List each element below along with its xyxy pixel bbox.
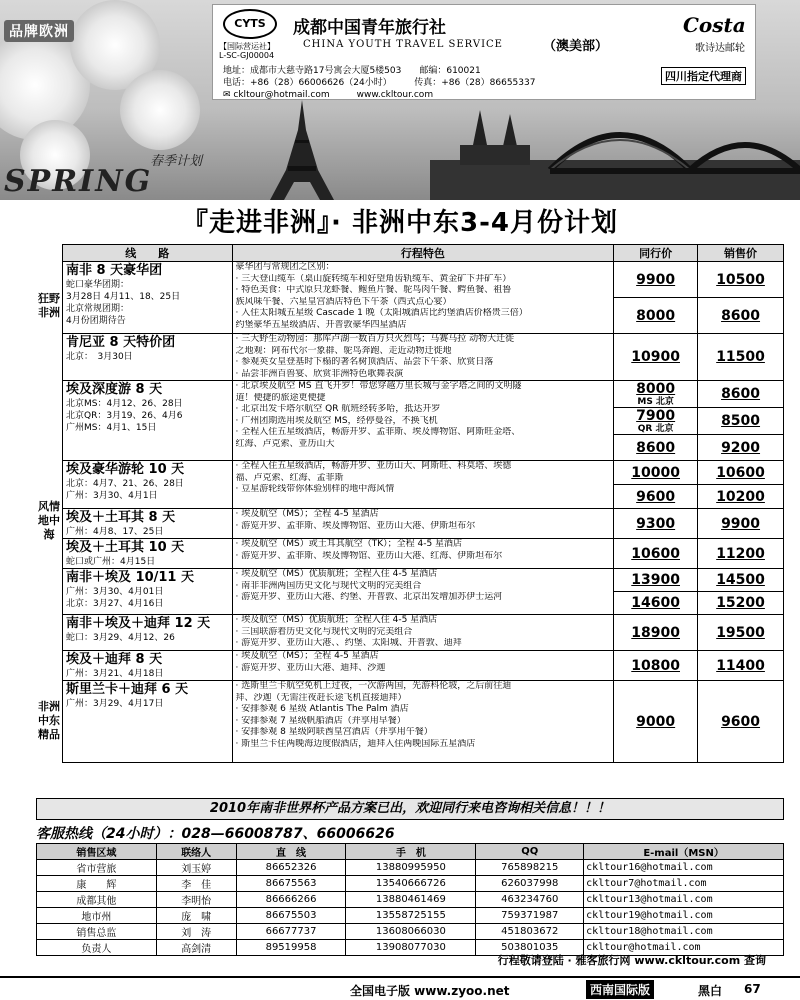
peer-price-value: 10900: [631, 349, 680, 365]
peer-price-value: 10800: [631, 657, 680, 674]
feature-line: · 游览开罗、亚历山大港、迪拜、沙迦: [235, 662, 386, 673]
feature-line: · 选斯里兰卡航空免机上过夜，一次游两国，先游科伦坡，之后前往迪: [235, 681, 512, 691]
route-dates: 北京MS：4月12、26、28日: [66, 399, 183, 409]
route-title: 埃及深度游 8 天: [66, 382, 163, 397]
contact-qq: 451803672: [476, 924, 584, 940]
route-title: 南非＋埃及 10/11 天: [66, 570, 194, 585]
route-dates: 北京： 3月30日: [66, 352, 133, 362]
route-dates: 北京常规团期：: [66, 304, 130, 314]
contact-region: 成都其他: [37, 892, 157, 908]
peer-price-value: 7900: [636, 408, 676, 424]
feature-line: · 北京出发卡塔尔航空 QR 航班经转多哈，抵达开罗: [235, 404, 441, 414]
contact-mobile: 13608066030: [346, 924, 476, 940]
route-row: [63, 569, 784, 592]
feature-line: · 豆星游轮线带你体验别样的地中海风情: [235, 484, 395, 494]
peer-price-value: 9300: [636, 515, 676, 532]
peer-price-value: 8000: [636, 381, 676, 397]
department-label: （澳美部）: [543, 39, 609, 54]
feature-line: 约堡豪华五星级酒店、开普敦豪华四星酒店: [235, 319, 407, 330]
feature-line: · 埃及航空（MS）优质航班；全程入住 4-5 星酒店: [235, 615, 438, 625]
feature-line: 红海、卢克索、亚历山大: [235, 438, 335, 449]
peer-price-value: 8000: [636, 307, 676, 324]
route-title: 埃及＋土耳其 8 天: [66, 510, 176, 525]
peer-price-value: 14600: [631, 595, 680, 611]
feature-line: 道！便捷的旅途更便捷: [235, 392, 326, 403]
contact-email[interactable]: ckltour16@hotmail.com: [584, 860, 784, 876]
peer-price-value: 9000: [636, 713, 676, 730]
contact-table: [36, 843, 784, 956]
feature-cell: [232, 334, 614, 381]
route-cell: [63, 334, 233, 381]
feature-line: · 游览开罗、孟菲斯、埃及博物馆、亚历山大港、伊斯坦布尔: [235, 520, 476, 531]
contact-row: [37, 924, 784, 940]
route-dates: 北京：3月27、4月16日: [66, 599, 164, 609]
agency-info-box: [212, 4, 756, 100]
feature-line: · 广州团期选用埃及航空 MS，经停曼谷，不换飞机: [235, 415, 438, 426]
feature-line: · 埃及航空（MS）；全程 4-5 星酒店: [235, 509, 379, 519]
retail-price-value: 10200: [716, 488, 765, 505]
peer-price: [614, 681, 698, 763]
license-label: 【国际营运社】: [219, 42, 275, 51]
feature-cell: [232, 461, 614, 509]
feature-cell: [232, 615, 614, 651]
phone-line: 电话：+86（28）66006626（24小时） 传真：+86（28）86655337: [223, 78, 536, 88]
route-row: [63, 461, 784, 485]
contact-header-row: [37, 844, 784, 860]
peer-price-value: 10600: [631, 545, 680, 562]
retail-price-value: 14500: [716, 572, 765, 588]
contact-phone: 89519958: [236, 940, 346, 956]
route-title: 埃及豪华游轮 10 天: [66, 462, 185, 477]
retail-price: [698, 435, 784, 461]
feature-line: · 三国联游着历史文化与现代文明的完美组合: [235, 626, 413, 637]
contact-qq: 759371987: [476, 908, 584, 924]
peer-price-value: 13900: [631, 572, 680, 588]
contact-col-mobile: 手 机: [346, 844, 476, 860]
feature-line: · 斯里兰卡住两晚海边度假酒店，迪拜入住两晚国际五星酒店: [235, 738, 476, 749]
retail-price: [698, 298, 784, 334]
contact-phone: 66677737: [236, 924, 346, 940]
feature-cell: [232, 509, 614, 539]
feature-line: 福、卢克索、红海、孟菲斯: [235, 472, 344, 483]
route-cell: [63, 569, 233, 615]
contact-person: 高剑清: [156, 940, 236, 956]
feature-cell: [232, 651, 614, 681]
peer-price-value: 8600: [636, 439, 676, 456]
feature-line: · 品尝非洲百兽宴、欣赏非洲特色歌舞表演: [235, 368, 404, 379]
feature-line: · 南非非洲两国历史文化与现代文明的完美组合: [235, 580, 422, 591]
peer-price: [614, 461, 698, 485]
retail-price-value: 11200: [716, 545, 765, 562]
service-hotline: 客服热线（24小时）：028—66008787、66006626: [36, 826, 395, 842]
contact-email[interactable]: ckltour19@hotmail.com: [584, 908, 784, 924]
feature-cell: [232, 381, 614, 461]
header-banner: [0, 0, 800, 200]
page-footer: [0, 976, 800, 1000]
route-cell: [63, 539, 233, 569]
costa-logo: Costa: [683, 13, 746, 37]
contact-qq: 463234760: [476, 892, 584, 908]
contact-person: 李 佳: [156, 876, 236, 892]
category-mediterranean: 风情地中海: [38, 500, 60, 541]
page-number: 67: [744, 982, 761, 996]
contact-region: 地市州: [37, 908, 157, 924]
category-wild-africa: 狂野非洲: [38, 292, 60, 319]
peer-price-value: 18900: [631, 624, 680, 641]
page-title: 『走进非洲』· 非洲中东3-4月份计划: [182, 208, 618, 238]
route-cell: [63, 615, 233, 651]
contact-email[interactable]: ckltour13@hotmail.com: [584, 892, 784, 908]
agency-name-en: CHINA YOUTH TRAVEL SERVICE: [303, 39, 503, 50]
feature-line: · 埃及航空（MS）；全程 4-5 星酒店: [235, 651, 379, 661]
route-title: 埃及＋迪拜 8 天: [66, 652, 163, 667]
retail-price: [698, 681, 784, 763]
contact-email[interactable]: ckltour@hotmail.com: [584, 940, 784, 956]
peer-price-value: 10000: [631, 464, 680, 481]
column-route: 线 路: [63, 245, 233, 262]
route-table: [62, 244, 784, 763]
route-dates: 蛇口或广州：4月15日: [66, 557, 156, 567]
eiffel-tower-image: [262, 100, 342, 200]
retail-price: [698, 569, 784, 592]
address-line: 地址：成都市大慈寺路17号寓会大厦5楼503 邮编：610021: [223, 66, 481, 76]
contact-person: 庞 啸: [156, 908, 236, 924]
peer-price: [614, 485, 698, 509]
route-cell: [63, 681, 233, 763]
spring-title: SPRING: [4, 164, 153, 199]
table-header-row: [63, 245, 784, 262]
route-row: [63, 381, 784, 408]
retail-price: [698, 509, 784, 539]
contact-region: 销售总监: [37, 924, 157, 940]
spring-plan-label: 春季计划: [150, 154, 203, 169]
contact-mobile: 13540666726: [346, 876, 476, 892]
peer-price: [614, 262, 698, 298]
feature-line: 豪华团与常规团之区别：: [235, 262, 335, 272]
contact-region: 省市营旅: [37, 860, 157, 876]
retail-price-value: 9900: [721, 515, 761, 532]
route-dates: 广州：3月21、4月18日: [66, 669, 164, 679]
feature-line: 之地观：阿布代尔一象群、鸵鸟奔跑、走近动物迁徙地: [235, 345, 452, 356]
route-cell: [63, 651, 233, 681]
feature-line: · 游览开罗、亚历山大港、、约堡、太阳城、开普敦、迪拜: [235, 638, 462, 648]
route-dates: 北京QR：3月19、26、4月6: [66, 411, 183, 421]
peer-price: [614, 651, 698, 681]
peer-price: [614, 509, 698, 539]
retail-price-value: 10600: [716, 464, 765, 481]
peer-price: [614, 435, 698, 461]
route-cell: [63, 461, 233, 509]
retail-price: [698, 334, 784, 381]
retail-price-value: 10500: [716, 271, 765, 288]
retail-price-value: 9600: [721, 713, 761, 730]
peer-price-note: MS 北京: [637, 397, 674, 407]
retail-price: [698, 461, 784, 485]
peer-price: [614, 615, 698, 651]
agent-badge: 四川指定代理商: [661, 67, 746, 85]
retail-price-value: 19500: [716, 624, 765, 641]
contact-col-person: 联络人: [156, 844, 236, 860]
retail-price: [698, 615, 784, 651]
peer-price: [614, 298, 698, 334]
peer-price-value: 9900: [636, 271, 676, 288]
contact-col-email: E-mail（MSN）: [584, 844, 784, 860]
feature-line: · 安排参观 8 星级阿联酋皇宫酒店（并享用午餐）: [235, 727, 433, 737]
contact-email[interactable]: ckltour7@hotmail.com: [584, 876, 784, 892]
contact-col-region: 销售区域: [37, 844, 157, 860]
route-cell: [63, 381, 233, 461]
peer-price-note: QR 北京: [637, 424, 674, 434]
contact-phone: 86666266: [236, 892, 346, 908]
route-cell: [63, 509, 233, 539]
route-title: 肯尼亚 8 天特价团: [66, 335, 176, 350]
footer-website-note[interactable]: 行程敬请登陆 · 雅客旅行网 www.ckltour.com 查询: [497, 954, 766, 967]
feature-line: · 全程入住五星级酒店，畅游开罗、亚历山大、阿斯旺、科莫塔、埃德: [235, 461, 512, 471]
contact-region: 康 辉: [37, 876, 157, 892]
contact-phone: 86675563: [236, 876, 346, 892]
retail-price-value: 15200: [716, 595, 765, 611]
retail-price: [698, 592, 784, 615]
contact-row: [37, 892, 784, 908]
route-title: 埃及＋土耳其 10 天: [66, 540, 185, 555]
contact-person: 刘玉婷: [156, 860, 236, 876]
route-title: 南非 8 天豪华团: [66, 263, 163, 278]
contact-qq: 503801035: [476, 940, 584, 956]
route-dates: 4月份团期待告: [66, 316, 126, 326]
retail-price: [698, 539, 784, 569]
peer-price: [614, 539, 698, 569]
route-title: 斯里兰卡＋迪拜 6 天: [66, 682, 189, 697]
contact-mobile: 13880461469: [346, 892, 476, 908]
route-row: [63, 615, 784, 651]
contact-region: 负责人: [37, 940, 157, 956]
retail-price-value: 11400: [716, 657, 765, 674]
route-dates: 北京：4月7、21、26、28日: [66, 479, 184, 489]
peer-price: [614, 569, 698, 592]
contact-mobile: 13558725155: [346, 908, 476, 924]
route-row: [63, 651, 784, 681]
category-premium: 非洲中东精品: [38, 700, 60, 741]
feature-line: · 全程入住五星级酒店，畅游开罗、孟菲斯、埃及博物馆、阿斯旺金塔、: [235, 427, 521, 437]
feature-line: · 安排参观 7 星级帆船酒店（并享用早餐）: [235, 715, 406, 726]
retail-price-value: 9200: [721, 439, 761, 456]
contact-phone: 86652326: [236, 860, 346, 876]
feature-line: · 入住太阳城五星级 Cascade 1 晚（太阳城酒店比约堡酒店价格贵三倍）: [235, 308, 528, 318]
feature-line: · 特色美食：中式原只龙虾餐、鲍鱼片餐、鸵鸟肉午餐、鳄鱼餐、祖鲁: [235, 285, 512, 295]
contact-row: [37, 908, 784, 924]
feature-cell: [232, 681, 614, 763]
route-dates: 3月28日 4月11、18、25日: [66, 292, 181, 302]
retail-price-value: 8500: [721, 413, 761, 429]
costa-chinese: 歌诗达邮轮: [695, 43, 745, 54]
peer-price: [614, 408, 698, 435]
feature-line: 拜、沙迦（无需注夜赶长途飞机直接迪拜）: [235, 692, 407, 703]
route-dates: 蛇口豪华团期：: [66, 280, 130, 290]
feature-cell: [232, 539, 614, 569]
feature-line: · 安排参观 6 星级 Atlantis The Palm 酒店: [235, 704, 409, 714]
feature-cell: [232, 262, 614, 334]
peer-price: [614, 334, 698, 381]
route-dates: 广州：4月8、17、25日: [66, 527, 164, 537]
column-feature: 行程特色: [232, 245, 614, 262]
feature-cell: [232, 569, 614, 615]
contact-mobile: 13908077030: [346, 940, 476, 956]
retail-price-value: 8600: [721, 307, 761, 324]
contact-person: 李明怡: [156, 892, 236, 908]
retail-price: [698, 485, 784, 509]
column-retail-price: 销售价: [698, 245, 784, 262]
route-title: 南非＋埃及＋迪拜 12 天: [66, 616, 211, 631]
section-label: 西南国际版: [586, 980, 654, 999]
cyts-logo: CYTS: [223, 9, 277, 39]
contact-email[interactable]: ckltour18@hotmail.com: [584, 924, 784, 940]
feature-line: · 北京埃及航空 MS 直飞开罗！带您穿越万里长城与金字塔之间的文明隧: [235, 381, 522, 391]
route-dates: 广州：3月30、4月01日: [66, 587, 164, 597]
retail-price: [698, 381, 784, 408]
route-dates: 广州：3月29、4月17日: [66, 699, 164, 709]
retail-price-value: 8600: [721, 386, 761, 402]
contact-col-qq: QQ: [476, 844, 584, 860]
retail-price: [698, 651, 784, 681]
feature-line: · 三大野生动物园：那库卢湖一数百万只火烈鸟；马赛马拉 动物大迁徙: [235, 334, 515, 344]
route-row: [63, 509, 784, 539]
agency-name: 成都中国青年旅行社: [293, 18, 446, 38]
retail-price-value: 11500: [716, 349, 765, 365]
feature-line: · 埃及航空（MS）优质航班；全程入住 4-5 星酒店: [235, 569, 438, 579]
brand-tag: 品牌欧洲: [4, 20, 74, 42]
feature-line: · 参观英女皇登基时下榻的著名树顶酒店、品尝下午茶、欣赏日落: [235, 357, 494, 367]
contact-row: [37, 860, 784, 876]
contact-col-phone: 直 线: [236, 844, 346, 860]
contact-phone: 86675503: [236, 908, 346, 924]
feature-line: · 三大登山缆车（桌山旋转缆车和好望角齿轨缆车、黄金矿下井矿车）: [235, 273, 512, 284]
feature-line: · 埃及航空（MS）或土耳其航空（TK）；全程 4-5 星酒店: [235, 539, 463, 549]
color-label: 黑白: [698, 984, 723, 998]
route-dates: 广州：3月30、4月1日: [66, 491, 158, 501]
contact-qq: 626037998: [476, 876, 584, 892]
peer-price: [614, 592, 698, 615]
contact-qq: 765898215: [476, 860, 584, 876]
route-row: [63, 539, 784, 569]
contact-row: [37, 876, 784, 892]
contact-mobile: 13880995950: [346, 860, 476, 876]
route-dates: 广州MS：4月1、15日: [66, 423, 157, 433]
flower-decoration: [120, 70, 200, 150]
edition-label: 全国电子版 www.zyoo.net: [350, 984, 510, 998]
route-dates: 蛇口：3月29、4月12、26: [66, 633, 175, 643]
route-row: [63, 334, 784, 381]
email-web-line[interactable]: ✉ ckltour@hotmail.com www.ckltour.com: [223, 90, 434, 100]
route-cell: [63, 262, 233, 334]
route-row: [63, 262, 784, 298]
cathedral-bridge-image: [430, 100, 800, 200]
feature-line: · 游览开罗、亚历山大港、约堡、开普敦、北京出发增加苏伊士运河: [235, 592, 503, 602]
peer-price-value: 9600: [636, 488, 676, 505]
peer-price: [614, 381, 698, 408]
feature-line: 族风味午餐、六星皇宫酒店特色下午茶（西式点心宴）: [235, 296, 452, 307]
column-peer-price: 同行价: [614, 245, 698, 262]
retail-price: [698, 408, 784, 435]
worldcup-banner: 2010年南非世界杯产品方案已出，欢迎同行来电咨询相关信息！！！: [36, 798, 784, 820]
contact-person: 刘 涛: [156, 924, 236, 940]
license-number: L-SC-GJ00004: [219, 51, 275, 60]
feature-line: · 游览开罗、孟菲斯、埃及博物馆、亚历山大港、红海、伊斯坦布尔: [235, 550, 503, 561]
route-row: [63, 681, 784, 763]
retail-price: [698, 262, 784, 298]
